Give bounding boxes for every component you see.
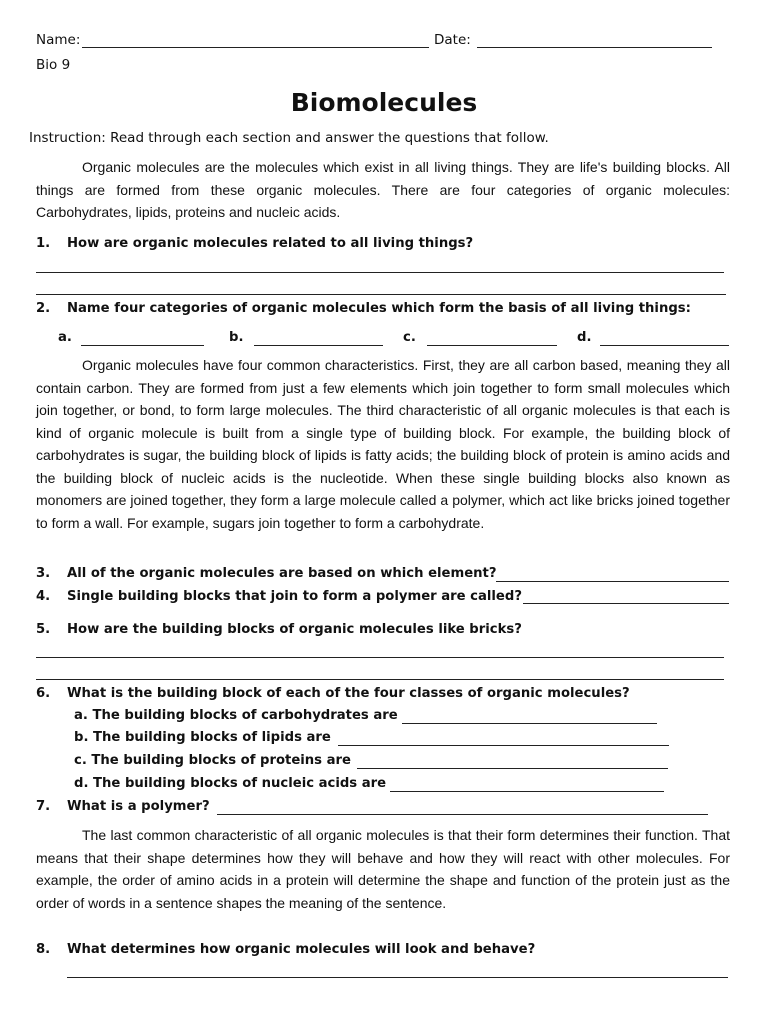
answer-line-q3[interactable]: [496, 581, 729, 582]
question-7: 7. What is a polymer?: [36, 799, 210, 814]
question-6b: b. The building blocks of lipids are: [74, 730, 331, 745]
option-b-label: b.: [229, 330, 244, 345]
question-8: 8. What determines how organic molecules will look and behave?: [36, 942, 536, 957]
answer-line-q5-1[interactable]: [36, 657, 724, 658]
question-5: 5. How are the building blocks of organic molecules like bricks?: [36, 622, 522, 637]
option-a-field[interactable]: [81, 345, 204, 346]
question-1: 1. How are organic molecules related to all living things?: [36, 236, 474, 251]
question-6: 6. What is the building block of each of the four classes of organic molecules?: [36, 686, 630, 701]
name-label: Name:: [36, 32, 81, 48]
option-d-field[interactable]: [600, 345, 729, 346]
answer-line-q7[interactable]: [217, 814, 708, 815]
name-field[interactable]: [82, 47, 429, 48]
question-6a: a. The building blocks of carbohydrates are: [74, 708, 398, 723]
course-label: Bio 9: [36, 57, 71, 73]
question-3: 3. All of the organic molecules are based on which element?: [36, 566, 497, 581]
answer-line-q6a[interactable]: [402, 723, 657, 724]
answer-line-q8[interactable]: [67, 977, 728, 978]
option-c-field[interactable]: [427, 345, 557, 346]
answer-line-q5-2[interactable]: [36, 679, 724, 680]
option-c-label: c.: [403, 330, 416, 345]
characteristics-paragraph: Organic molecules have four common characteristics. First, they are all carbon based, meaning they all contain carbon. They are formed from just a few elements which join together to form small molecules which join together, or bond, to form large molecules. The third characteristic of all organic molecules is that each is kind of organic molecule is built from a single type of building block. For example, the building block of carbohydrates is sugar, the building block of lipids is fatty acids; the building block of protein is amino acids and the building block of nucleic acids is the nucleotide. When these single building blocks also known as monomers are joined together, they form a large molecule called a polymer, which act like bricks joined together to form a wall. For example, sugars join together to form a carbohydrate.: [36, 357, 730, 531]
answer-line-q4[interactable]: [523, 603, 729, 604]
question-6d: d. The building blocks of nucleic acids are: [74, 776, 387, 791]
answer-line-q6c[interactable]: [357, 768, 668, 769]
instruction-text: Instruction: Read through each section and answer the questions that follow.: [29, 130, 549, 146]
form-function-paragraph: The last common characteristic of all organic molecules is that their form determines their function. That means that their shape determines how they will behave and how they will react with other molecules. For example, the order of amino acids in a protein will determine the shape and function of the protein just as the order of words in a sentence shapes the meaning of the sentence.: [36, 827, 730, 911]
option-a-label: a.: [58, 330, 72, 345]
question-4: 4. Single building blocks that join to form a polymer are called?: [36, 589, 522, 604]
answer-line-q6b[interactable]: [338, 745, 669, 746]
date-field[interactable]: [477, 47, 712, 48]
date-label: Date:: [434, 32, 471, 48]
page-title: Biomolecules: [290, 88, 478, 117]
intro-paragraph: Organic molecules are the molecules which exist in all living things. They are life's building blocks. All things are formed from these organic molecules. There are four categories of organic molecules: Carbohydrates, lipids, proteins and nucleic acids.: [36, 159, 730, 220]
option-d-label: d.: [577, 330, 592, 345]
option-b-field[interactable]: [254, 345, 383, 346]
answer-line-q6d[interactable]: [390, 791, 664, 792]
answer-line-q1-2[interactable]: [36, 294, 726, 295]
answer-line-q1-1[interactable]: [36, 272, 724, 273]
question-6c: c. The building blocks of proteins are: [74, 753, 351, 768]
question-2: 2. Name four categories of organic molecules which form the basis of all living things:: [36, 301, 691, 316]
